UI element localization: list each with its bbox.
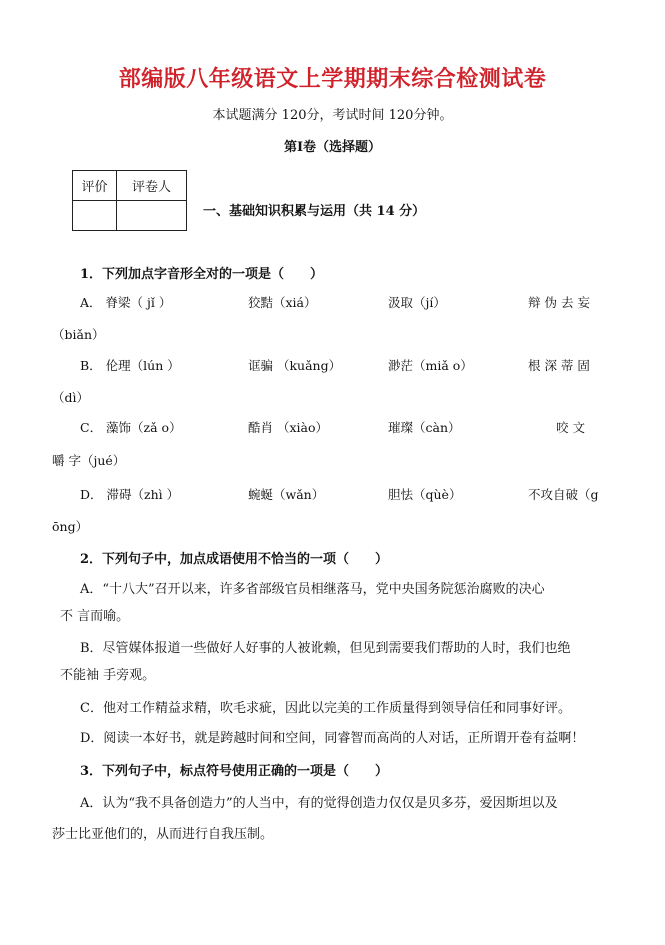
document-title: 部编版八年级语文上学期期末综合检测试卷 [118, 67, 547, 92]
q2-option-a-line-2: 不 言而喻。 [60, 609, 130, 624]
score-cell-grader[interactable] [117, 201, 187, 231]
q1-option-b-item-3: 渺茫（miǎ o） [388, 358, 473, 373]
q1-option-a-item-4: 辩 伪 去 妄 [528, 295, 590, 310]
section-heading: 一、基础知识积累与运用（共 14 分） [203, 204, 426, 219]
q1-option-a-wrap: （biǎn） [52, 327, 105, 342]
q1-option-c-item-1: C． 藻饰（zǎ o） [80, 420, 182, 435]
score-table-header-grader: 评卷人 [117, 171, 187, 201]
q1-option-a-item-2: 狡黠（xiá） [248, 295, 317, 310]
question-1-stem: 1．下列加点字音形全对的一项是（ ） [80, 267, 324, 282]
q2-option-c: C．他对工作精益求精，吹毛求疵，因此以完美的工作质量得到领导信任和同事好评。 [80, 701, 571, 716]
score-table-header-evaluation: 评价 [73, 171, 117, 201]
q1-option-d-item-4: 不攻自破（g [528, 487, 599, 502]
score-table [72, 170, 187, 231]
exam-instructions: 本试题满分 120分，考试时间 120分钟。 [212, 108, 453, 123]
q1-option-b-item-4: 根 深 蒂 固 [528, 358, 590, 373]
q1-option-a-item-3: 汲取（jí） [388, 295, 446, 310]
q2-option-a-line-1: A．“十八大”召开以来，许多省部级官员相继落马，党中央国务院惩治腐败的决心 [80, 582, 545, 597]
q1-option-c-wrap: 嚼 字（jué） [52, 453, 126, 468]
q2-option-b-line-2: 不能袖 手旁观。 [60, 668, 156, 683]
q1-option-c-item-2: 酷肖 （xiào） [248, 420, 328, 435]
q1-option-c-item-3: 璀璨（càn） [388, 420, 461, 435]
q1-option-d-wrap: ōng） [52, 519, 89, 534]
q3-option-a-line-2: 莎士比亚他们的，从而进行自我压制。 [52, 827, 274, 842]
q1-option-c-item-4: 咬 文 [556, 420, 585, 435]
q2-option-b-line-1: B．尽管媒体报道一些做好人好事的人被讹赖，但见到需要我们帮助的人时，我们也绝 [80, 641, 571, 656]
q1-option-b-item-2: 诓骗 （kuǎng） [248, 358, 342, 373]
score-cell-evaluation[interactable] [73, 201, 117, 231]
q1-option-d-item-2: 蜿蜒（wǎn） [248, 487, 325, 502]
q1-option-d-item-3: 胆怯（qùè） [388, 487, 462, 502]
question-2-stem: 2．下列句子中，加点成语使用不恰当的一项（ ） [80, 552, 389, 567]
volume-heading: 第Ⅰ卷（选择题） [283, 140, 382, 155]
q1-option-d-item-1: D． 滞碍（zhì ） [80, 487, 180, 502]
q1-option-b-item-1: B． 伦理（lún ） [80, 358, 180, 373]
q1-option-b-wrap: （dì） [52, 390, 89, 405]
q1-option-a-item-1: A． 脊梁（ jǐ ） [80, 295, 172, 310]
question-3-stem: 3．下列句子中，标点符号使用正确的一项是（ ） [80, 764, 389, 779]
q3-option-a-line-1: A．认为“我不具备创造力”的人当中，有的觉得创造力仅仅是贝多芬，爱因斯坦以及 [80, 796, 558, 811]
q2-option-d: D．阅读一本好书，就是跨越时间和空间，同睿智而高尚的人对话，正所谓开卷有益啊！ [80, 731, 585, 746]
